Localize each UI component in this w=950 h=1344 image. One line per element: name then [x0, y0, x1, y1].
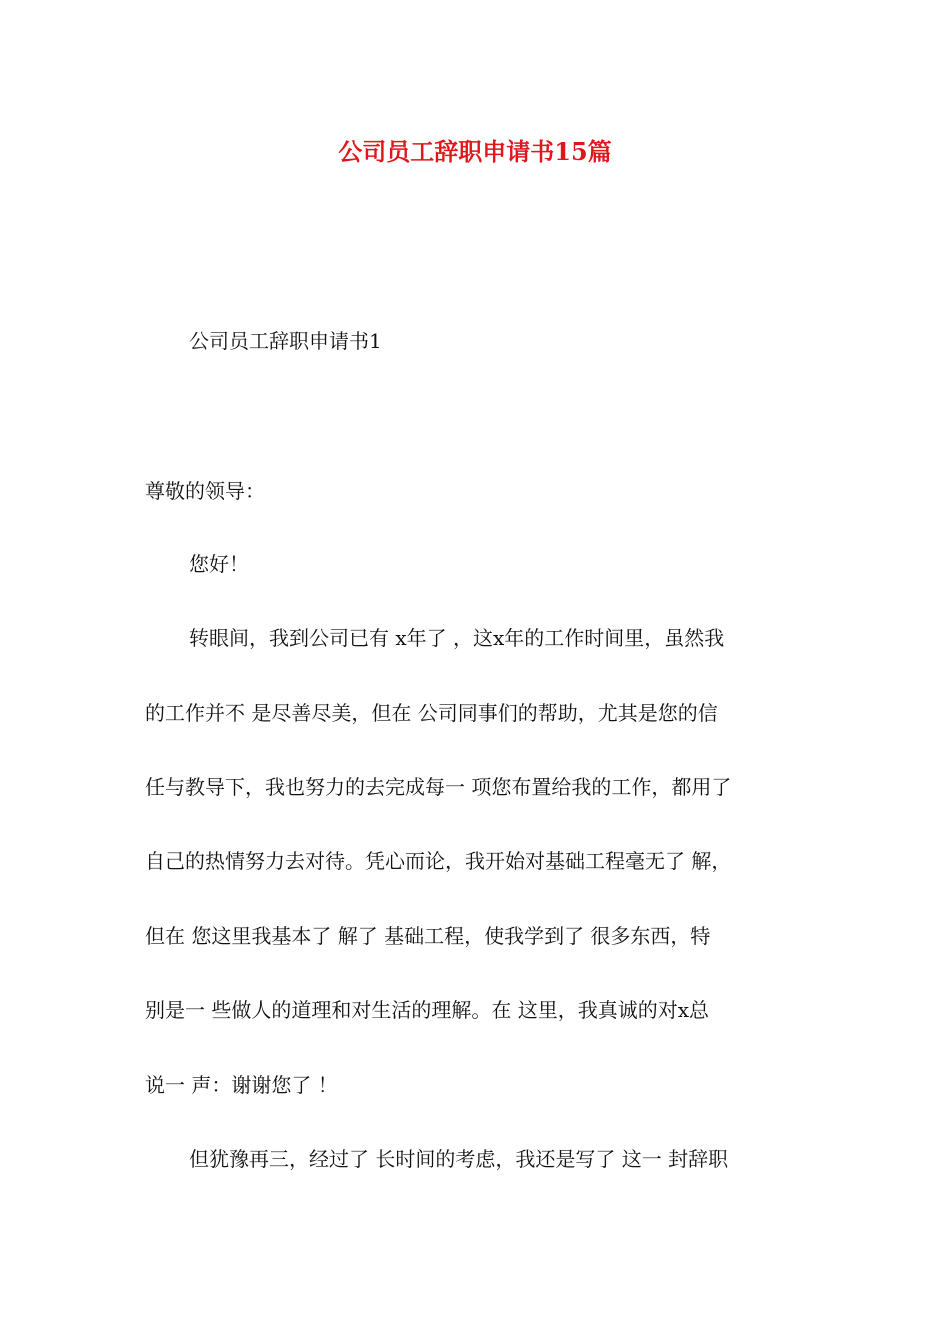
paragraph-line-2: 的工作并不 是尽善尽美，但在 公司同事们的帮助，尤其是您的信	[145, 701, 718, 725]
document-title: 公司员工辞职申请书15篇	[338, 137, 612, 166]
paragraph-line-3: 任与教导下，我也努力的去完成每一 项您布置给我的工作，都用了	[145, 775, 732, 799]
salutation: 尊敬的领导：	[145, 479, 265, 503]
paragraph-line-1: 转眼间，我到公司已有 x年了 ，这x年的工作时间里，虽然我	[189, 626, 725, 650]
section-heading: 公司员工辞职申请书1	[189, 329, 382, 353]
paragraph-line-5: 但在 您这里我基本了 解了 基础工程，使我学到了 很多东西，特	[145, 924, 711, 948]
paragraph-line-4: 自己的热情努力去对待。凭心而论，我开始对基础工程毫无了 解，	[145, 849, 732, 873]
greeting: 您好！	[189, 552, 249, 576]
paragraph-line-6: 别是一 些做人的道理和对生活的理解。在 这里，我真诚的对x总	[145, 998, 709, 1022]
paragraph-line-7: 说一 声：谢谢您了 ！	[145, 1073, 338, 1097]
paragraph-line-8: 但犹豫再三，经过了 长时间的考虑，我还是写了 这一 封辞职	[189, 1147, 729, 1171]
